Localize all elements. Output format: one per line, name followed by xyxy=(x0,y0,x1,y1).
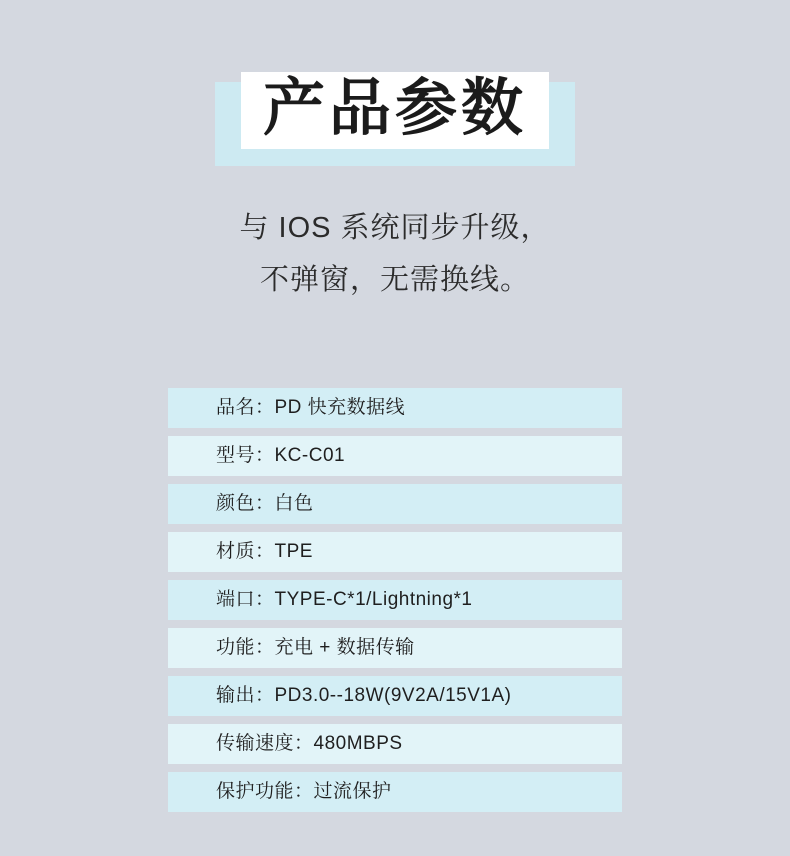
spec-row: 输出：PD3.0--18W(9V2A/15V1A) xyxy=(168,676,622,716)
page-title-block xyxy=(0,62,790,163)
spec-list xyxy=(168,388,622,820)
title-box xyxy=(215,62,575,163)
spec-row: 材质：TPE xyxy=(168,532,622,572)
subtitle-block xyxy=(0,202,790,306)
spec-row: 型号：KC-C01 xyxy=(168,436,622,476)
subtitle-line-2: 不弹窗，无需换线。 xyxy=(259,264,530,296)
spec-row: 颜色：白色 xyxy=(168,484,622,524)
spec-row: 功能：充电 + 数据传输 xyxy=(168,628,622,668)
spec-row: 端口：TYPE-C*1/Lightning*1 xyxy=(168,580,622,620)
spec-row: 保护功能：过流保护 xyxy=(168,772,622,812)
page-title: 产品参数 xyxy=(262,74,527,143)
spec-row: 品名：PD 快充数据线 xyxy=(168,388,622,428)
spec-row: 传输速度：480MBPS xyxy=(168,724,622,764)
title-inner xyxy=(241,72,549,149)
subtitle-line-1: 与 IOS 系统同步升级， xyxy=(239,212,551,244)
